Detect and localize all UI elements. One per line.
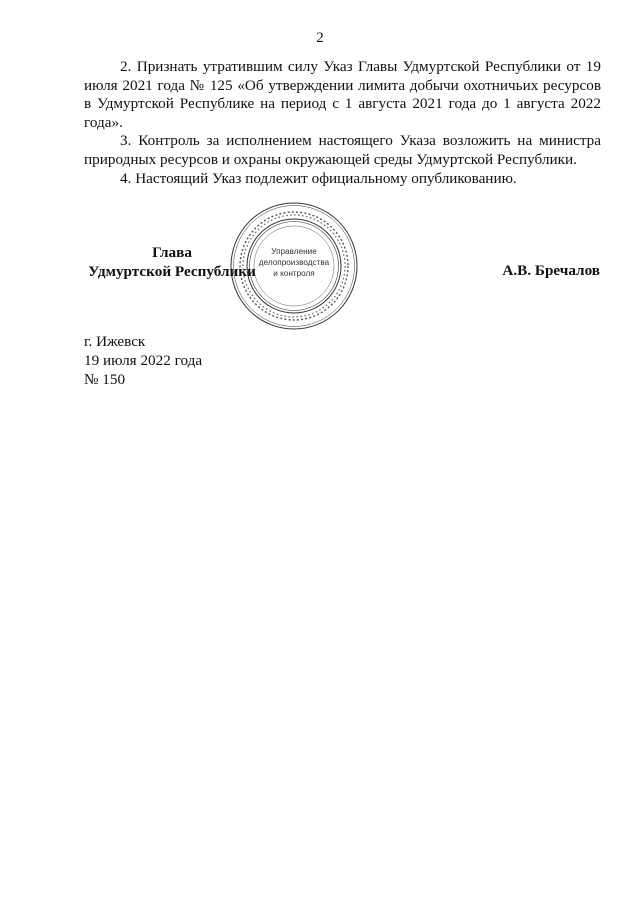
document-footer	[84, 333, 202, 389]
stamp-text-line1: Управление	[271, 247, 317, 256]
issue-city: г. Ижевск	[84, 333, 146, 350]
signatory-title	[84, 243, 260, 281]
signatory-title-line1: Глава	[152, 244, 192, 261]
stamp-text-line2: делопроизводства	[258, 258, 330, 267]
stamp-text-line3: и контроля	[273, 269, 315, 278]
paragraph-3: 3. Контроль за исполнением настоящего Указа возложить на министра природных ресурсов и охраны окружающей среды Удмуртской Республики.	[84, 132, 601, 168]
issue-date: 19 июля 2022 года	[84, 351, 203, 369]
document-body	[84, 58, 601, 188]
signatory-name: А.В. Бречалов	[502, 262, 600, 279]
paragraph-4: 4. Настоящий Указ подлежит официальному опубликованию.	[120, 169, 517, 187]
page-number: 2	[316, 30, 324, 46]
decree-number: № 150	[84, 370, 126, 388]
paragraph-2: 2. Признать утратившим силу Указ Главы Удмуртской Республики от 19 июля 2021 года № 125 «Об утверждении лимита добычи охотничьих ресурсов в Удмуртской Республике на период с 1 августа 2021 года до 1 августа 2022 года».	[84, 58, 601, 131]
signatory-title-line2: Удмуртской Республики	[88, 263, 256, 280]
